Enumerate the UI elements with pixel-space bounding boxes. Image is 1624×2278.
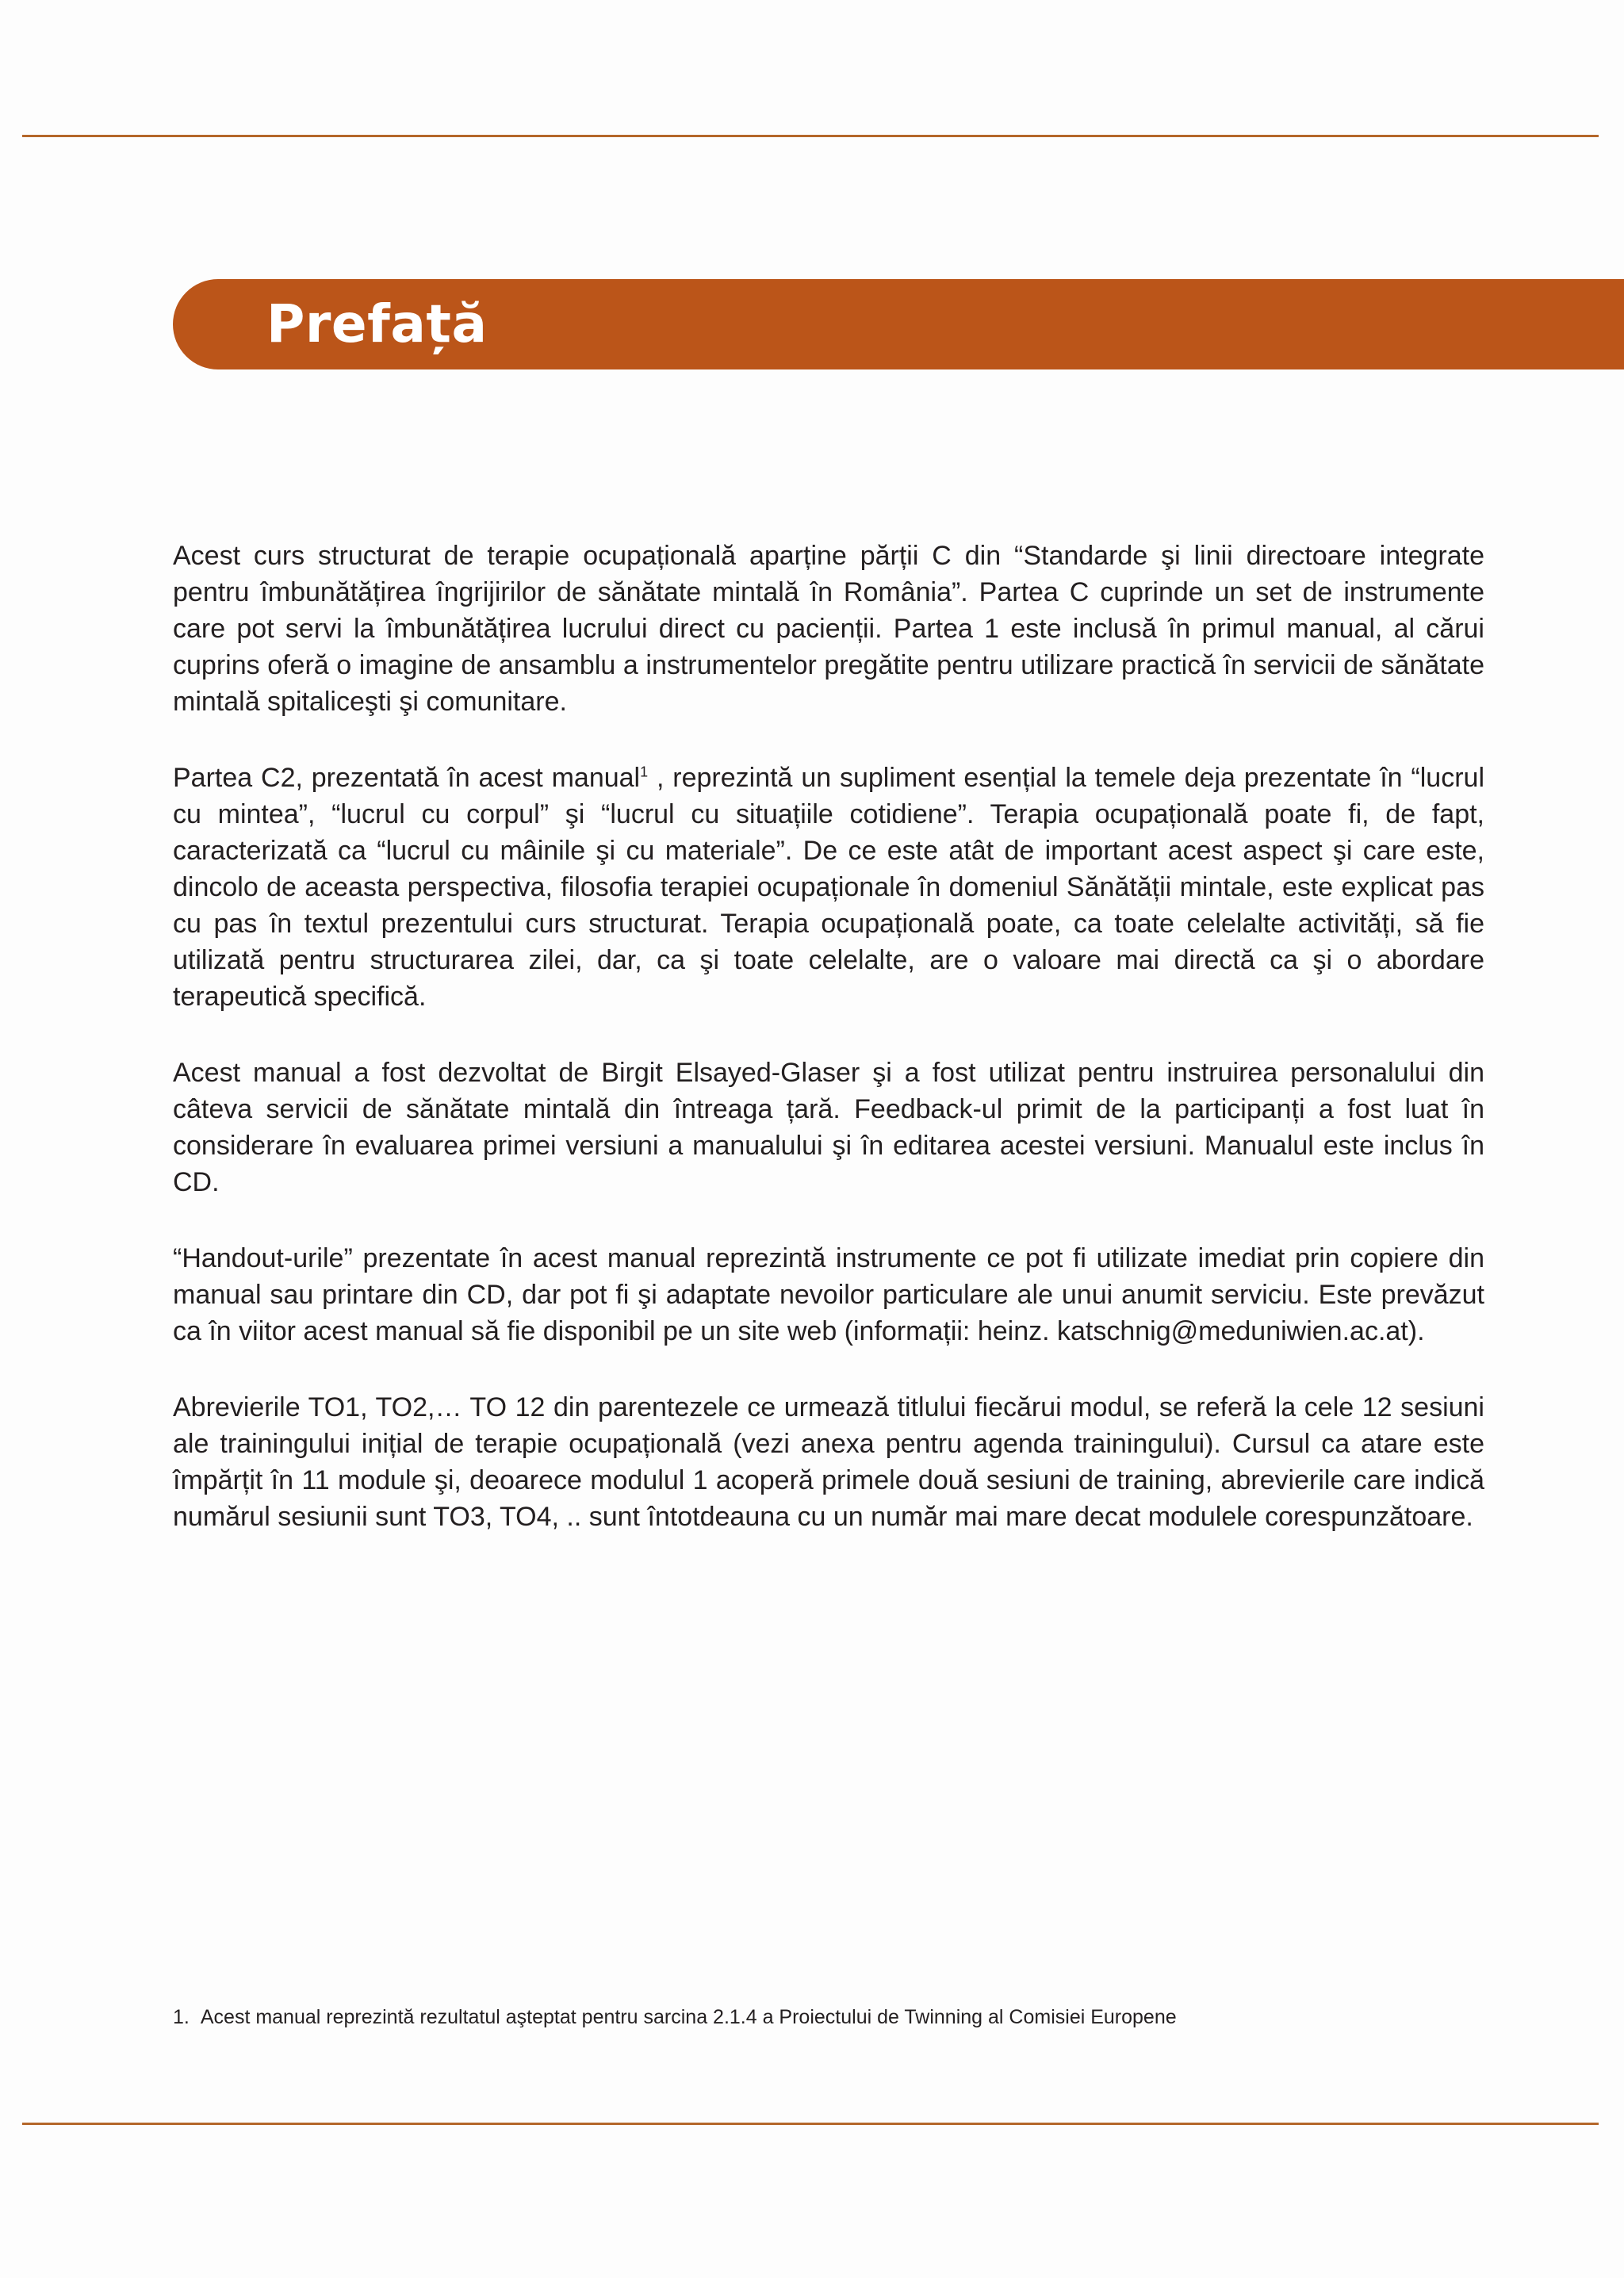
paragraph-author: Acest manual a fost dezvoltat de Birgit Elsayed-Glaser şi a fost utilizat pentru instruirea personalului din câteva servicii de sănătate mintală din întreaga țară. Feedback-ul primit de la participanți a fost luat în considerare în evaluarea primei versiuni a manualului şi în editarea acestei versiuni. Manualul este inclus în CD. (173, 1058, 1484, 1197)
page-title: Prefață (266, 293, 488, 354)
paragraph-intro: Acest curs structurat de terapie ocupațională aparține părții C din “Standarde şi linii directoare integrate pentru îmbunătățirea îngrijirilor de sănătate mintală în România”. Partea C cuprinde un set de instrumente care pot servi la îmbunătățirea lucrului direct cu pacienții. Partea 1 este inclusă în primul manual, al cărui cuprins oferă o imagine de ansamblu a instrumentelor pregătite pentru utilizare practică în servicii de sănătate mintală spitaliceşti şi comunitare. (173, 541, 1484, 717)
footnote-number: 1. (173, 2006, 190, 2028)
footnote-text: Acest manual reprezintă rezultatul aşteptat pentru sarcina 2.1.4 a Proiectului de Twinning al Comisiei Europene (200, 2006, 1177, 2028)
paragraph-part-c2-start: Partea C2, prezentată în acest manual (173, 763, 641, 793)
footnote (173, 2004, 1521, 2031)
paragraph-part-c2 (173, 760, 1484, 1015)
top-divider (22, 135, 1599, 137)
preface-body (173, 538, 1484, 1575)
bottom-divider (22, 2123, 1599, 2125)
paragraph-abbreviations: Abrevierile TO1, TO2,… TO 12 din parentezele ce urmează titlului fiecărui modul, se referă la cele 12 sesiuni ale trainingului inițial de terapie ocupațională (vezi anexa pentru agenda trainingului). Cursul ca atare este împărțit în 11 module şi, deoarece modulul 1 acoperă primele două sesiuni de training, abrevierile care indică numărul sesiunii sunt TO3, TO4, .. sunt întotdeauna cu un număr mai mare decat modulele corespunzătoare. (173, 1392, 1484, 1532)
paragraph-part-c2-rest: , reprezintă un supliment esențial la temele deja prezentate în “lucrul cu mintea”, “lucrul cu corpul” şi “lucrul cu situațiile cotidiene”. Terapia ocupațională poate fi, de fapt, caracterizată ca “lucrul cu mâinile şi cu materiale”. De ce este atât de important acest aspect şi care este, dincolo de aceasta perspectiva, filosofia terapiei ocupaționale în domeniul Sănătății mintale, este explicat pas cu pas în textul prezentului curs structurat. Terapia ocupațională poate, ca toate celelalte activități, să fie utilizată pentru structurarea zilei, dar, ca şi toate celelalte, are o valoare mai directă ca şi o abordare terapeutică specifică. (173, 763, 1484, 1012)
title-banner (173, 279, 1624, 369)
footnote-reference[interactable]: 1 (640, 764, 649, 780)
paragraph-handouts: “Handout-urile” prezentate în acest manual reprezintă instrumente ce pot fi utilizate imediat prin copiere din manual sau printare din CD, dar pot fi şi adaptate nevoilor particulare ale unui anumit serviciu. Este prevăzut ca în viitor acest manual să fie disponibil pe un site web (informații: heinz. katschnig@meduniwien.ac.at). (173, 1243, 1484, 1346)
